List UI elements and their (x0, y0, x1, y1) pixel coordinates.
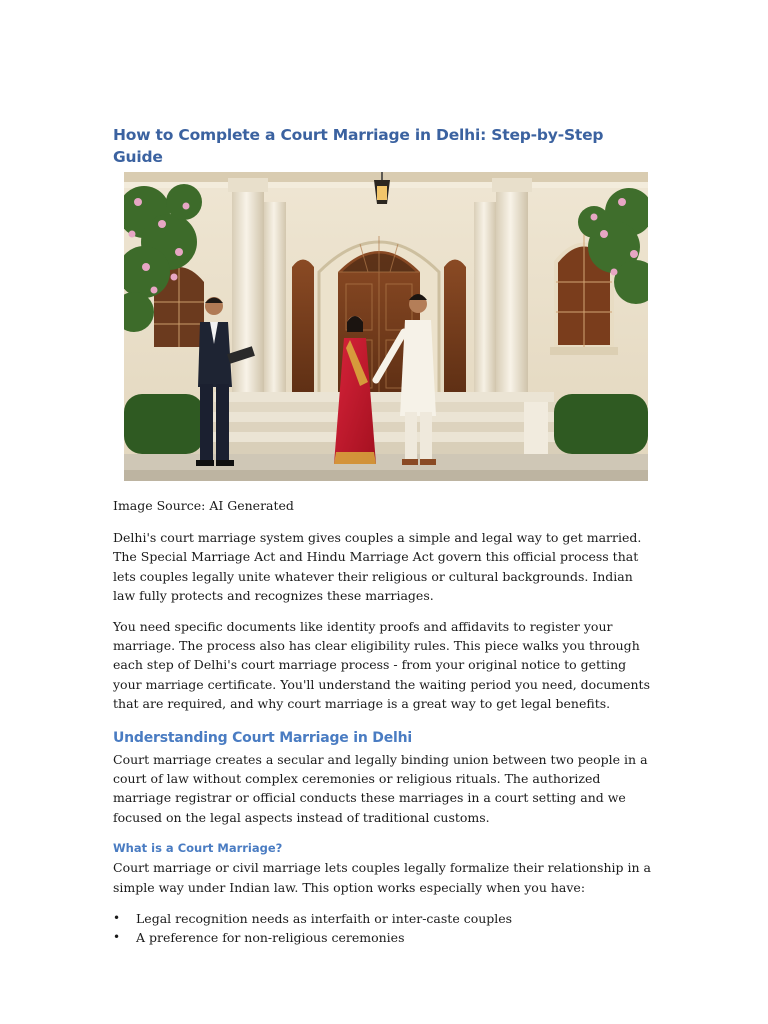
page-title: How to Complete a Court Marriage in Delhi: Step-by-Step Guide (113, 126, 604, 166)
article-body (113, 124, 658, 947)
section-paragraph-understanding: Court marriage creates a secular and legally binding union between two people in a court of law without complex ceremonies or religious rituals. The authorized marriage registrar or official conducts these marriages in a court setting and we focused on the legal aspects instead of traditional customs. (113, 751, 648, 825)
subsection-paragraph-what-is: Court marriage or civil marriage lets couples legally formalize their relationship in a simple way under Indian law. This option works especially when you have: (113, 860, 651, 895)
hero-image (124, 172, 648, 481)
list-item-text: A preference for non-religious ceremonies (136, 930, 405, 946)
intro-paragraph-1: Delhi's court marriage system gives couples a simple and legal way to get married. The Special Marriage Act and Hindu Marriage Act govern this official process that lets couples legally unite whatever their religious or cultural backgrounds. Indian law fully protects and recognizes these marriages. (113, 530, 642, 604)
image-caption: Image Source: AI Generated (113, 498, 294, 513)
list-item-text: Legal recognition needs as interfaith or inter-caste couples (136, 911, 513, 927)
list-item (113, 909, 658, 928)
bullet-list (113, 909, 658, 947)
list-item (113, 928, 658, 947)
intro-paragraph-2: You need specific documents like identity proofs and affidavits to register your marriage. The process also has clear eligibility rules. This piece walks you through each step of Delhi's court marriage process - from your original notice to getting your marriage certificate. You'll understand the waiting period you need, documents that are required, and why court marriage is a great way to get legal benefits. (113, 618, 650, 712)
bullet-icon: • (113, 930, 121, 945)
section-heading-understanding: Understanding Court Marriage in Delhi (113, 729, 412, 746)
bullet-icon: • (113, 911, 121, 926)
subsection-heading-what-is: What is a Court Marriage? (113, 841, 283, 856)
